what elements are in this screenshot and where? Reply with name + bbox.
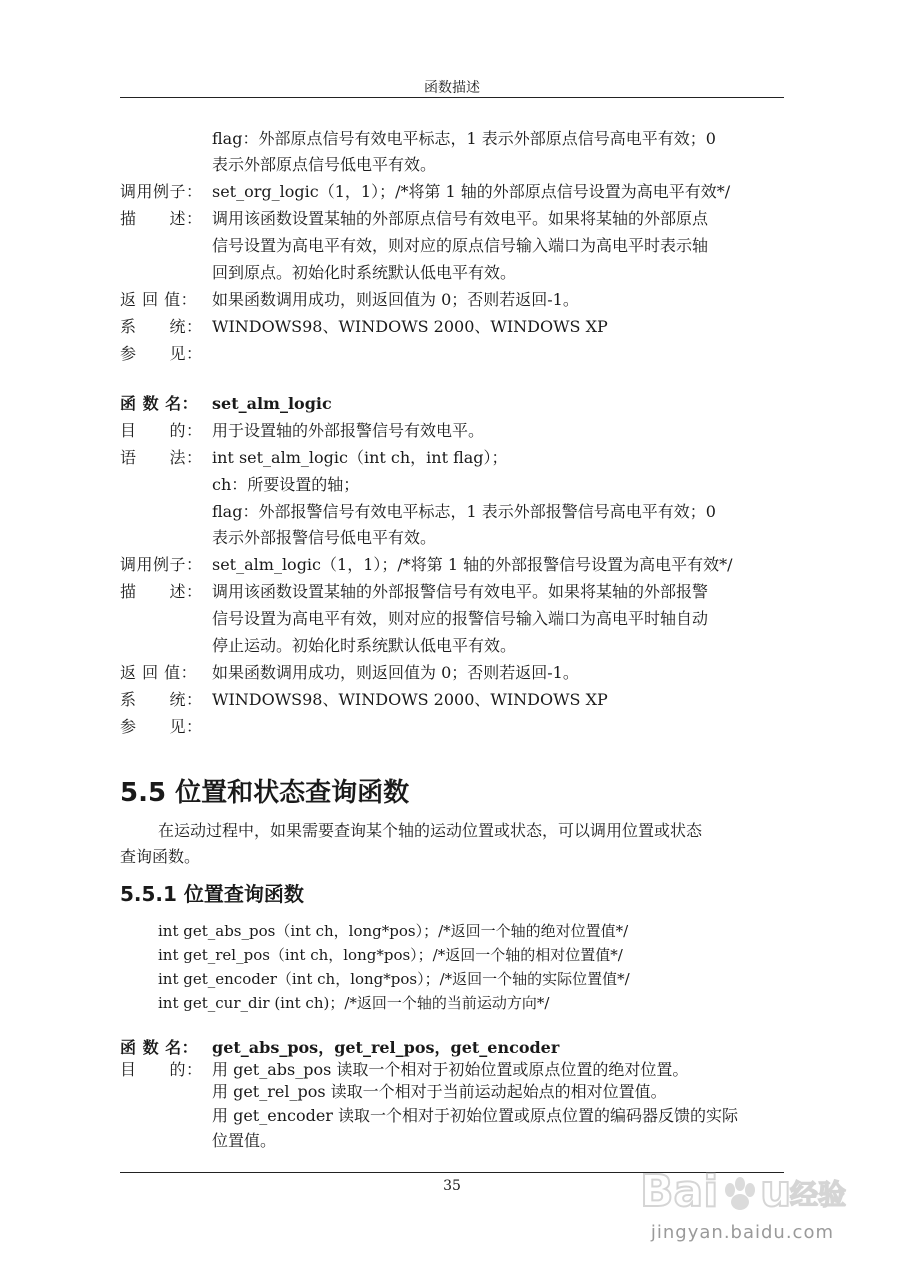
- org-example-label: 调用例子：: [120, 182, 203, 201]
- pos-purpose-line1: 用 get_abs_pos 读取一个相对于初始位置或原点位置的绝对位置。: [212, 1060, 689, 1079]
- code-line: int get_rel_pos（int ch，long*pos）；/*返回一个轴的相对位置值*/: [158, 946, 623, 964]
- page-header: 函数描述: [424, 80, 480, 96]
- alm-example: set_alm_logic（1，1）；/*将第 1 轴的外部报警信号设置为高电平有效*/: [212, 555, 733, 574]
- alm-desc-line3: 停止运动。初始化时系统默认低电平有效。: [212, 636, 517, 655]
- org-system-label: 系 统：: [120, 317, 203, 336]
- alm-function-name: set_alm_logic: [212, 394, 332, 413]
- svg-text:Bai: Bai: [640, 1166, 719, 1217]
- code-line: int get_encoder（int ch，long*pos）；/*返回一个轴的实际位置值*/: [158, 970, 630, 988]
- org-example: set_org_logic（1，1）；/*将第 1 轴的外部原点信号设置为高电平有效*/: [212, 182, 731, 201]
- alm-system-value: WINDOWS98、WINDOWS 2000、WINDOWS XP: [212, 690, 608, 709]
- header-rule: [120, 97, 784, 98]
- alm-purpose-label: 目 的：: [120, 421, 203, 440]
- pos-purpose-line4: 位置值。: [212, 1131, 277, 1150]
- org-system-value: WINDOWS98、WINDOWS 2000、WINDOWS XP: [212, 317, 608, 336]
- section-heading-5-5-1: 5.5.1 位置查询函数: [120, 882, 304, 906]
- alm-desc-line2: 信号设置为高电平有效，则对应的报警信号输入端口为高电平时轴自动: [212, 609, 709, 628]
- alm-syntax-label: 语 法：: [120, 448, 203, 467]
- pos-purpose-line3: 用 get_encoder 读取一个相对于初始位置或原点位置的编码器反馈的实际: [212, 1106, 739, 1125]
- org-return-label: 返 回 值：: [120, 290, 198, 309]
- org-flag-line2: 表示外部原点信号低电平有效。: [212, 155, 437, 174]
- pos-purpose-label: 目 的：: [120, 1060, 203, 1079]
- section-heading-5-5: 5.5 位置和状态查询函数: [120, 778, 410, 808]
- alm-purpose: 用于设置轴的外部报警信号有效电平。: [212, 421, 485, 440]
- alm-return-value: 如果函数调用成功，则返回值为 0；否则若返回-1。: [212, 663, 579, 682]
- alm-return-label: 返 回 值：: [120, 663, 198, 682]
- section-intro-line1: 在运动过程中，如果需要查询某个轴的运动位置或状态，可以调用位置或状态: [158, 821, 703, 840]
- svg-text:经验: 经验: [790, 1178, 847, 1211]
- pos-function-name-label: 函 数 名：: [120, 1038, 199, 1057]
- alm-param-ch: ch：所要设置的轴；: [212, 475, 360, 494]
- page-number: 35: [443, 1178, 461, 1194]
- org-flag-line1: flag：外部原点信号有效电平标志，1 表示外部原点信号高电平有效；0: [212, 129, 716, 148]
- org-desc-line3: 回到原点。初始化时系统默认低电平有效。: [212, 263, 517, 282]
- alm-syntax: int set_alm_logic（int ch，int flag）；: [212, 448, 508, 467]
- org-return-value: 如果函数调用成功，则返回值为 0；否则若返回-1。: [212, 290, 579, 309]
- org-desc-line2: 信号设置为高电平有效，则对应的原点信号输入端口为高电平时表示轴: [212, 236, 709, 255]
- watermark-url: jingyan.baidu.com: [650, 1222, 834, 1243]
- alm-desc-line1: 调用该函数设置某轴的外部报警信号有效电平。如果将某轴的外部报警: [212, 582, 709, 601]
- section-intro-line2: 查询函数。: [120, 847, 201, 866]
- org-desc-label: 描 述：: [120, 209, 203, 228]
- svg-text:u: u: [760, 1166, 792, 1217]
- alm-system-label: 系 统：: [120, 690, 203, 709]
- pos-purpose-line2: 用 get_rel_pos 读取一个相对于当前运动起始点的相对位置值。: [212, 1082, 667, 1101]
- code-line: int get_abs_pos（int ch，long*pos）；/*返回一个轴的绝对位置值*/: [158, 922, 629, 940]
- baidu-jingyan-logo-watermark: [640, 1160, 850, 1220]
- alm-desc-label: 描 述：: [120, 582, 203, 601]
- alm-param-flag-line2: 表示外部报警信号低电平有效。: [212, 528, 437, 547]
- alm-example-label: 调用例子：: [120, 555, 203, 574]
- paw-icon: [725, 1177, 755, 1210]
- alm-see-also-label: 参 见：: [120, 717, 203, 736]
- alm-function-name-label: 函 数 名：: [120, 394, 199, 413]
- org-see-also-label: 参 见：: [120, 344, 203, 363]
- code-line: int get_cur_dir (int ch)；/*返回一个轴的当前运动方向*/: [158, 994, 550, 1012]
- pos-function-name: get_abs_pos，get_rel_pos，get_encoder: [212, 1038, 560, 1057]
- alm-param-flag-line1: flag：外部报警信号有效电平标志，1 表示外部报警信号高电平有效；0: [212, 502, 716, 521]
- org-desc-line1: 调用该函数设置某轴的外部原点信号有效电平。如果将某轴的外部原点: [212, 209, 709, 228]
